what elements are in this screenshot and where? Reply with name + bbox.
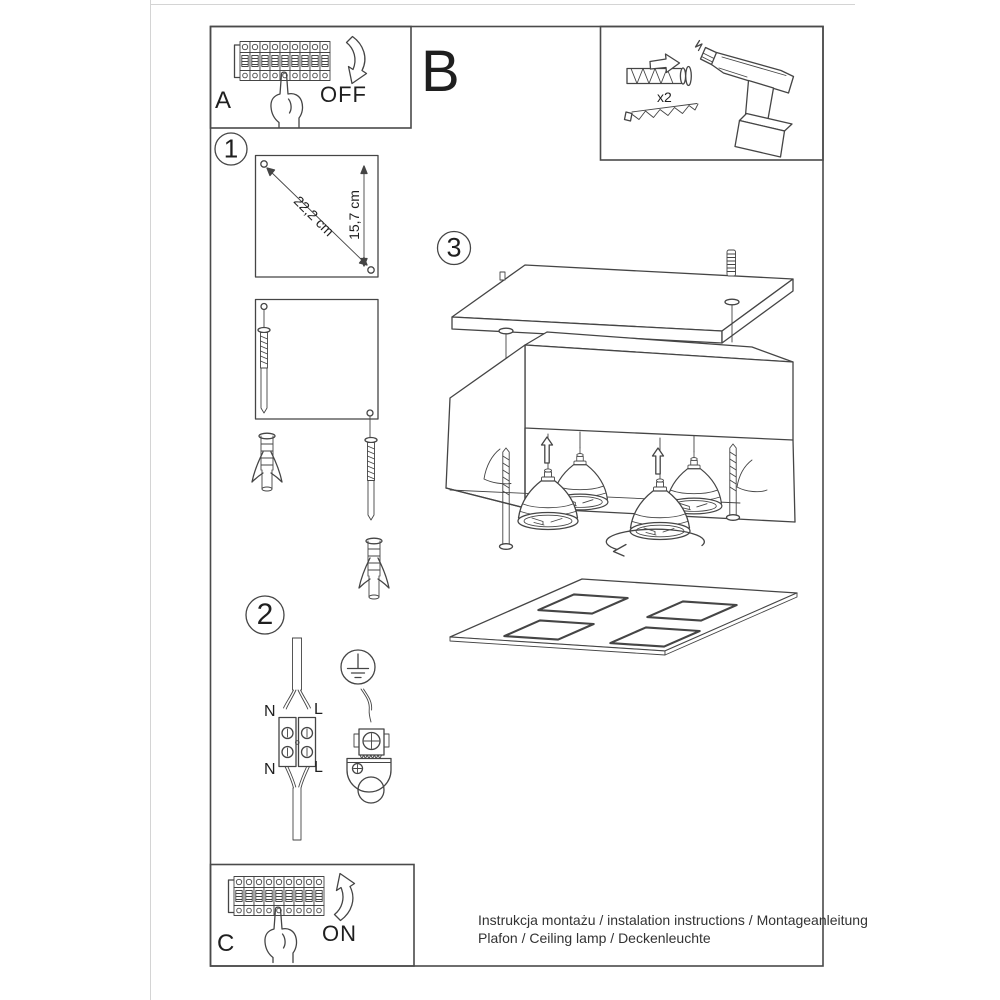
diagonal-dimension-label: 22,2 cm [290, 192, 338, 240]
curved-arrow-up-icon [335, 874, 355, 921]
off-label: OFF [320, 82, 367, 107]
step3-assembly [438, 232, 798, 656]
wire-n-bottom-label: N [264, 761, 276, 778]
footer-line-1: Instrukcja montażu / instalation instructions / Montageanleitung [478, 912, 868, 928]
tools-box [625, 41, 794, 158]
ground-symbol-icon [341, 650, 375, 684]
power-on-step [229, 874, 355, 963]
breaker-panel-icon [235, 42, 331, 81]
step-3-number: 3 [446, 232, 462, 263]
anchors-mounting-icon [252, 300, 389, 600]
drill-icon [696, 41, 794, 158]
step-b-label: B [421, 39, 460, 104]
anchor-count-label: x2 [657, 89, 672, 105]
height-dimension-label: 15,7 cm [346, 190, 362, 240]
screw-icon [625, 104, 699, 122]
ground-terminal-icon [347, 689, 391, 803]
footer-line-2: Plafon / Ceiling lamp / Deckenleuchte [478, 930, 711, 946]
on-label: ON [322, 921, 357, 946]
step-1-number: 1 [223, 133, 239, 164]
wire-l-bottom-label: L [314, 759, 323, 776]
breaker-panel-icon [229, 877, 325, 916]
step-c-label: C [217, 930, 235, 957]
curved-arrow-down-icon [347, 37, 367, 84]
step-a-label: A [215, 87, 232, 114]
step-2-number: 2 [256, 598, 274, 631]
wire-terminal-icon [279, 638, 316, 840]
ceiling-lamp-exploded-icon [446, 250, 797, 655]
wall-plug-icon [627, 67, 691, 86]
wire-l-top-label: L [314, 701, 323, 718]
wire-n-top-label: N [264, 703, 276, 720]
